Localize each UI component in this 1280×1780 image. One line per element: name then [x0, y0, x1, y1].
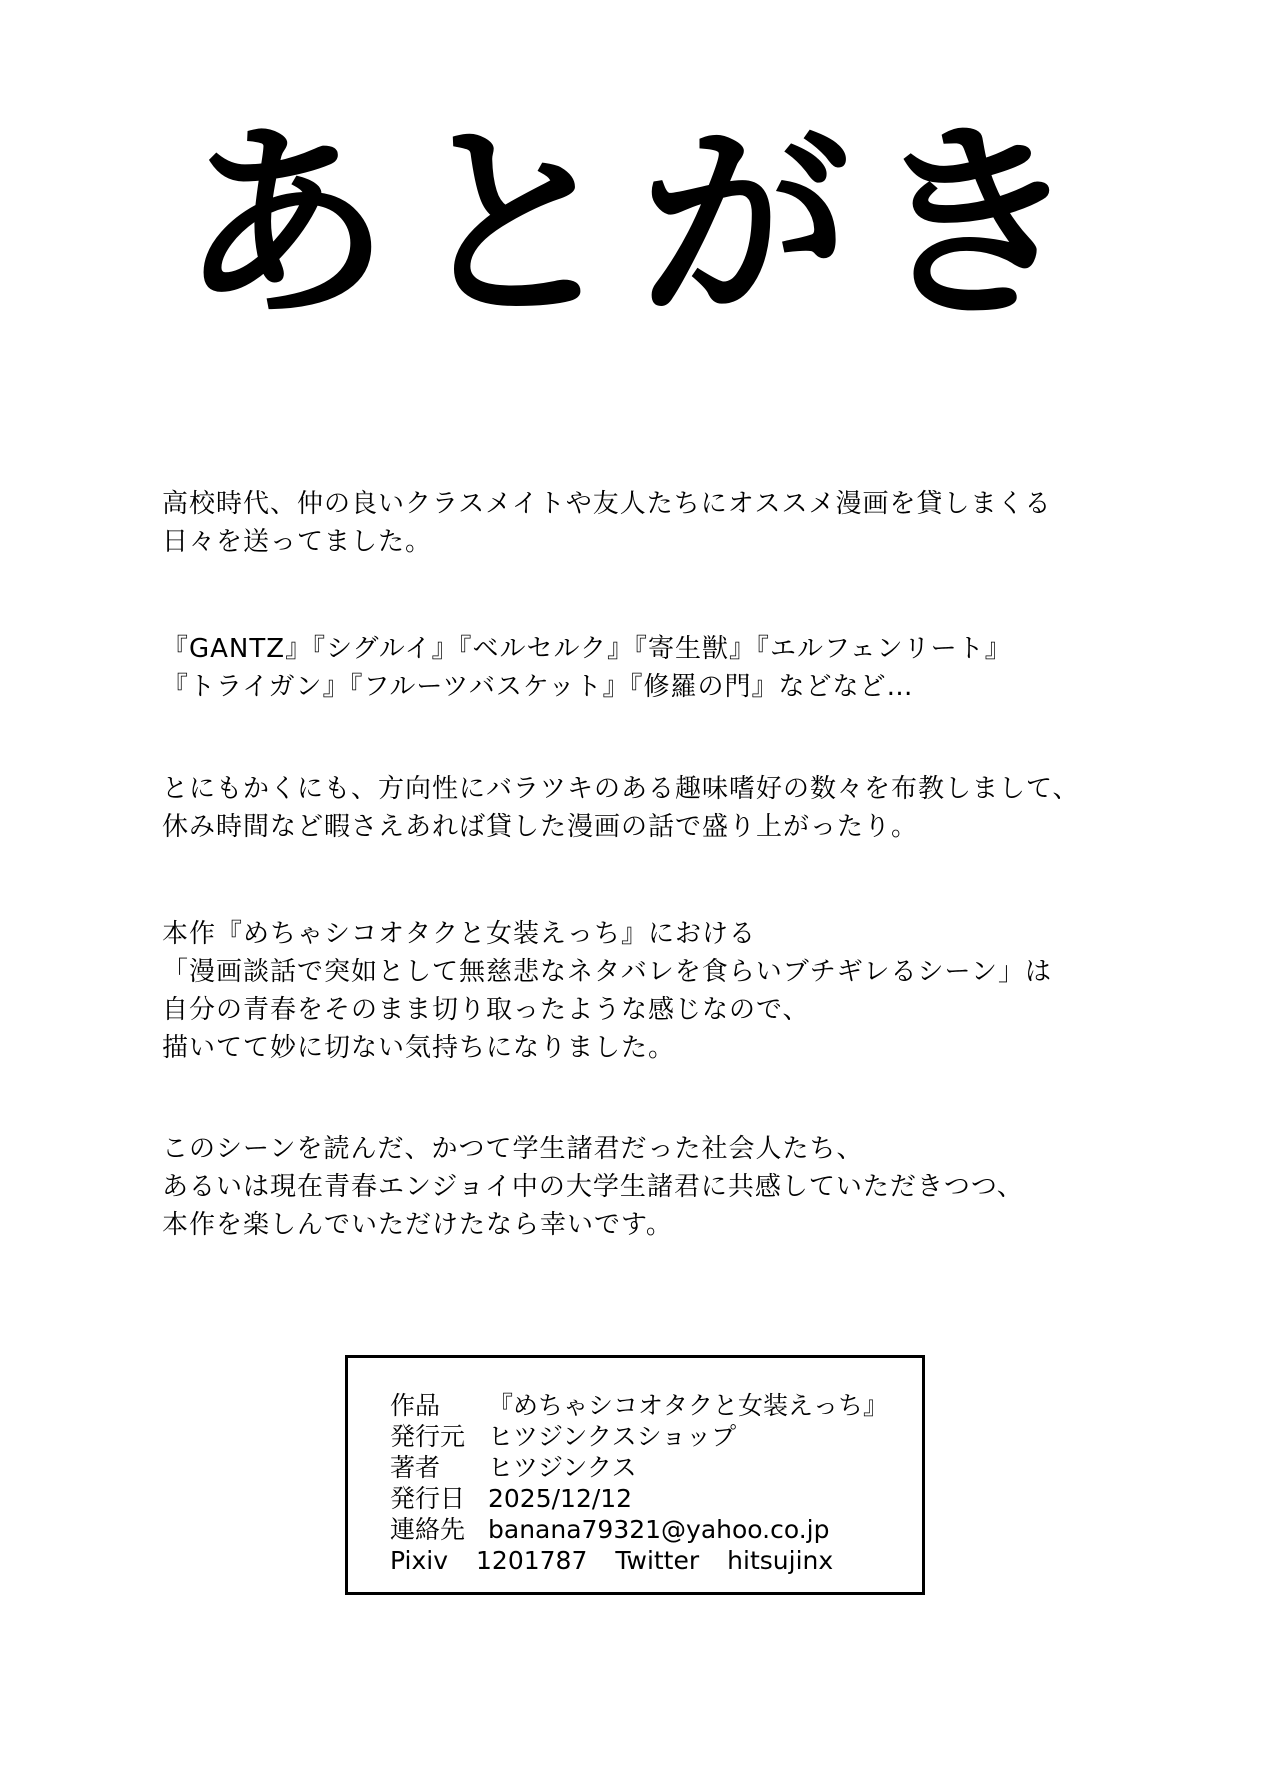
- colophon-rows: [390, 1390, 888, 1576]
- paragraph-3: [162, 770, 1162, 846]
- colophon-row-social: [390, 1545, 888, 1576]
- colophon-row-author: [390, 1452, 888, 1483]
- contact-email: banana79321@yahoo.co.jp: [488, 1515, 830, 1544]
- paragraph-line: とにもかくにも、方向性にバラツキのある趣味嗜好の数々を布教しまして、: [162, 774, 1080, 804]
- paragraph-5: [162, 1130, 1162, 1244]
- paragraph-line: 描いてて妙に切ない気持ちになりました。: [162, 1033, 676, 1063]
- twitter-label: Twitter: [615, 1546, 700, 1575]
- paragraph-line: 自分の青春をそのまま切り取ったような感じなので、: [162, 995, 810, 1025]
- colophon-row-publisher: [390, 1421, 888, 1452]
- paragraph-line: 『トライガン』『フルーツバスケット』『修羅の門』などなど…: [162, 672, 914, 702]
- colophon-row-work: [390, 1390, 888, 1421]
- colophon-row-contact: [390, 1514, 888, 1545]
- paragraph-line: 『GANTZ』『シグルイ』『ベルセルク』『寄生獣』『エルフェンリート』: [162, 634, 1012, 664]
- paragraph-4: [162, 915, 1162, 1067]
- paragraph-line: 本作『めちゃシコオタクと女装えっち』における: [162, 919, 757, 949]
- date-value: 2025/12/12: [488, 1484, 633, 1513]
- colophon-row-date: [390, 1483, 888, 1514]
- contact-label: 連絡先: [390, 1515, 466, 1544]
- paragraph-line: 高校時代、仲の良いクラスメイトや友人たちにオススメ漫画を貸しまくる: [162, 489, 1052, 519]
- paragraph-line: あるいは現在青春エンジョイ中の大学生諸君に共感していただきつつ、: [162, 1172, 1024, 1202]
- publisher-value: ヒツジンクスショップ: [488, 1422, 737, 1451]
- page-title: あとがき: [179, 102, 1100, 347]
- author-value: ヒツジンクス: [488, 1453, 637, 1482]
- date-label: 発行日: [390, 1484, 466, 1513]
- work-value: 『めちゃシコオタクと女装えっち』: [488, 1391, 889, 1420]
- publisher-label: 発行元: [390, 1422, 466, 1451]
- paragraph-line: 休み時間など暇さえあれば貸した漫画の話で盛り上がったり。: [162, 812, 919, 842]
- paragraph-line: 「漫画談話で突如として無慈悲なネタバレを食らいブチギレるシーン」は: [162, 957, 1052, 987]
- twitter-handle: hitsujinx: [727, 1546, 834, 1575]
- paragraph-line: このシーンを読んだ、かつて学生諸君だった社会人たち、: [162, 1134, 864, 1164]
- paragraph-2: [162, 630, 1162, 706]
- colophon-box: [345, 1355, 925, 1595]
- author-label: 著者: [390, 1453, 441, 1482]
- paragraph-line: 本作を楽しんでいただけたなら幸いです。: [162, 1210, 673, 1240]
- work-label: 作品: [390, 1391, 441, 1420]
- paragraph-1: [162, 485, 1162, 561]
- paragraph-line: 日々を送ってました。: [162, 527, 433, 557]
- pixiv-id: 1201787: [476, 1546, 588, 1575]
- pixiv-label: Pixiv: [390, 1546, 449, 1575]
